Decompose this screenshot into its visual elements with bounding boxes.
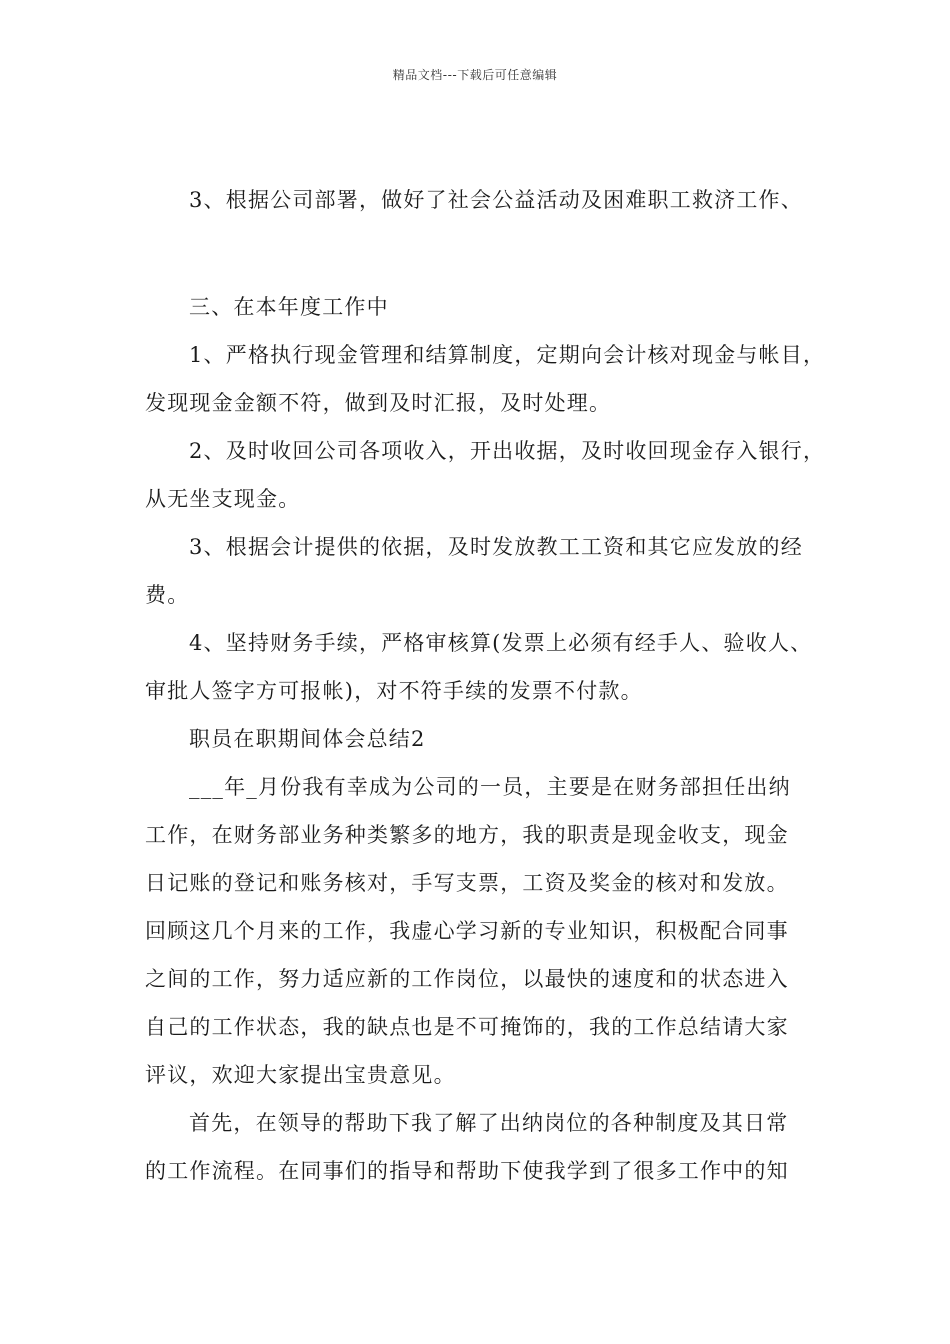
- text-line: 评议，欢迎大家提出宝贵意见。: [145, 1063, 456, 1087]
- text-line: 回顾这几个月来的工作，我虚心学习新的专业知识，积极配合同事: [145, 919, 789, 943]
- page-header: 精品文档---下载后可任意编辑: [392, 68, 558, 82]
- text-line: 1、严格执行现金管理和结算制度，定期向会计核对现金与帐目，: [189, 343, 826, 367]
- text-line: 之间的工作，努力适应新的工作岗位，以最快的速度和的状态进入: [145, 967, 789, 991]
- text-line: 审批人签字方可报帐)，对不符手续的发票不付款。: [145, 679, 643, 703]
- text-line: 工作，在财务部业务种类繁多的地方，我的职责是现金收支，现金: [145, 823, 789, 847]
- paragraph-item-3: [145, 176, 825, 224]
- text-line: 3、根据会计提供的依据，及时发放教工工资和其它应发放的经: [189, 535, 803, 559]
- text-line: 2、及时收回公司各项收入，开出收据，及时收回现金存入银行，: [189, 439, 826, 463]
- text-line: 发现现金金额不符，做到及时汇报，及时处理。: [145, 391, 612, 415]
- text-line: 的工作流程。在同事们的指导和帮助下使我学到了很多工作中的知: [145, 1159, 789, 1183]
- text-line: 费。: [145, 583, 190, 607]
- section-heading: 三、在本年度工作中: [189, 295, 389, 319]
- text-line: ___年_月份我有幸成为公司的一员，主要是在财务部担任出纳: [189, 775, 791, 799]
- text-line: 3、根据公司部署，做好了社会公益活动及困难职工救济工作、: [189, 188, 803, 212]
- text-line: 日记账的登记和账务核对，手写支票，工资及奖金的核对和发放。: [145, 871, 789, 895]
- text-line: 自己的工作状态，我的缺点也是不可掩饰的，我的工作总结请大家: [145, 1015, 789, 1039]
- text-line: 首先，在领导的帮助下我了解了出纳岗位的各种制度及其日常: [189, 1111, 789, 1135]
- section-body: [145, 283, 825, 1195]
- article-title: 职员在职期间体会总结2: [189, 727, 426, 751]
- text-line: 4、坚持财务手续，严格审核算(发票上必须有经手人、验收人、: [189, 631, 813, 655]
- text-line: 从无坐支现金。: [145, 487, 301, 511]
